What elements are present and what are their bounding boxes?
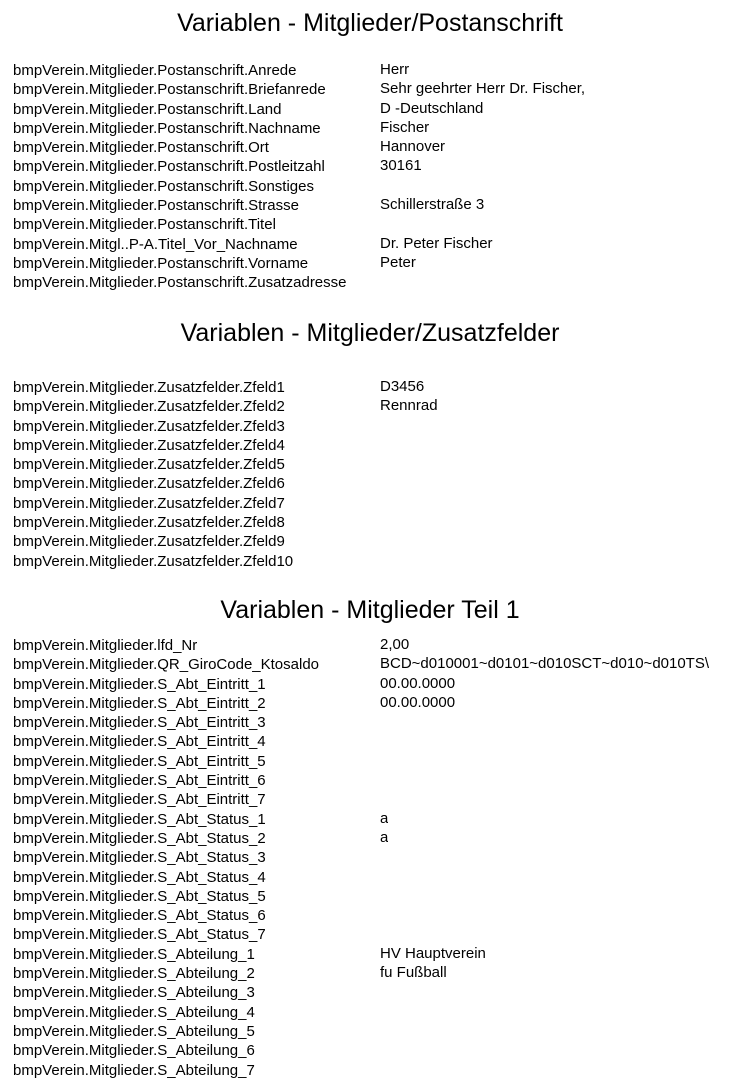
variable-value: Herr [380,61,410,78]
variable-row [13,1041,748,1060]
variable-row [13,713,748,732]
variable-row [13,552,748,571]
variable-row [13,177,748,196]
variable-name: bmpVerein.Mitglieder.Postanschrift.Sonstiges [13,177,314,195]
variable-name: bmpVerein.Mitglieder.Zusatzfelder.Zfeld3 [13,417,285,435]
variable-value: a [380,809,389,827]
variable-row [13,417,748,436]
variable-name: bmpVerein.Mitglieder.Zusatzfelder.Zfeld9 [13,533,285,551]
section-title-zusatzfelder: Variablen - Mitglieder/Zusatzfelder [180,319,560,347]
variable-value: Peter [380,253,416,271]
variable-name: bmpVerein.Mitglieder.S_Abt_Eintritt_1 [13,675,266,693]
variable-name: bmpVerein.Mitglieder.S_Abt_Eintritt_4 [13,733,266,751]
section-title-mitglieder-teil-1: Variablen - Mitglieder Teil 1 [220,596,520,624]
variable-name: bmpVerein.Mitglieder.Postanschrift.Ort [13,139,269,157]
variable-name: bmpVerein.Mitglieder.Postanschrift.Land [13,100,282,118]
variable-name: bmpVerein.Mitglieder.S_Abteilung_5 [13,1022,255,1040]
variable-row [13,100,748,119]
variable-value: BCD~d010001~d0101~d010SCT~d010~d010TS\ [380,655,710,673]
variable-row [13,868,748,887]
variable-row [13,810,748,829]
variable-name: bmpVerein.Mitglieder.Zusatzfelder.Zfeld7 [13,494,285,512]
variable-row [13,983,748,1002]
section-title-postanschrift: Variablen - Mitglieder/Postanschrift [177,9,563,37]
variable-row [13,436,748,455]
variable-name: bmpVerein.Mitglieder.S_Abt_Status_2 [13,829,266,847]
variable-name: bmpVerein.Mitglieder.Postanschrift.Strasse [13,197,299,215]
variable-name: bmpVerein.Mitglieder.Zusatzfelder.Zfeld10 [13,552,294,570]
variable-row [13,513,748,532]
variable-name: bmpVerein.Mitglieder.S_Abteilung_6 [13,1042,255,1060]
variable-name: bmpVerein.Mitglieder.S_Abt_Status_5 [13,887,266,905]
variable-value: a [380,828,389,846]
variable-name: bmpVerein.Mitglieder.Zusatzfelder.Zfeld5 [13,456,285,474]
variable-name: bmpVerein.Mitglieder.Postanschrift.Anrede [13,62,297,79]
variable-row [13,771,748,790]
variable-row [13,61,748,80]
variable-name: bmpVerein.Mitglieder.S_Abt_Eintritt_2 [13,694,266,712]
variable-row [13,119,748,138]
variable-row [13,945,748,964]
variable-row [13,887,748,906]
variable-name: bmpVerein.Mitglieder.Zusatzfelder.Zfeld8 [13,514,285,532]
variable-row [13,532,748,551]
variable-value: Fischer [380,118,430,136]
variable-name: bmpVerein.Mitglieder.S_Abt_Status_1 [13,810,266,828]
variable-name: bmpVerein.Mitglieder.S_Abteilung_3 [13,984,255,1002]
variable-row [13,397,748,416]
variable-row [13,906,748,925]
variable-name: bmpVerein.Mitglieder.Postanschrift.Titel [13,216,276,234]
variable-value: 00.00.0000 [380,693,456,711]
variable-row [13,829,748,848]
variable-row [13,455,748,474]
variable-name: bmpVerein.Mitglieder.S_Abt_Eintritt_6 [13,772,266,790]
variable-row [13,636,748,655]
variable-name: bmpVerein.Mitglieder.S_Abteilung_1 [13,945,255,963]
variable-row [13,1061,748,1080]
variable-row [13,494,748,513]
variable-name: bmpVerein.Mitglieder.lfd_Nr [13,637,198,654]
variable-name: bmpVerein.Mitglieder.Postanschrift.Vorname [13,254,309,272]
variable-row [13,474,748,493]
variable-list-postanschrift [13,61,748,293]
variable-row [13,1003,748,1022]
variable-name: bmpVerein.Mitglieder.S_Abt_Eintritt_5 [13,752,266,770]
variable-row [13,215,748,234]
variable-value: Hannover [380,138,446,156]
variable-name: bmpVerein.Mitglieder.Postanschrift.Nachname [13,119,321,137]
variable-name: bmpVerein.Mitgl..P-A.Titel_Vor_Nachname [13,235,298,253]
variable-name: bmpVerein.Mitglieder.Zusatzfelder.Zfeld2 [13,398,285,416]
variable-value: Rennrad [380,397,438,415]
variable-row [13,273,748,292]
variable-row [13,196,748,215]
variable-row [13,752,748,771]
variable-row [13,655,748,674]
variable-row [13,964,748,983]
variable-row [13,254,748,273]
variable-row [13,848,748,867]
variable-name: bmpVerein.Mitglieder.Zusatzfelder.Zfeld4 [13,436,285,454]
variable-name: bmpVerein.Mitglieder.Zusatzfelder.Zfeld6 [13,475,285,493]
variable-row [13,925,748,944]
variable-value: 2,00 [380,636,410,653]
variable-row [13,790,748,809]
variable-name: bmpVerein.Mitglieder.S_Abt_Status_7 [13,926,266,944]
variable-value: 00.00.0000 [380,674,456,692]
variable-row [13,732,748,751]
variable-row [13,1022,748,1041]
variable-value: Schillerstraße 3 [380,196,485,214]
variable-value: Sehr geehrter Herr Dr. Fischer, [380,80,586,98]
variable-name: bmpVerein.Mitglieder.S_Abt_Eintritt_3 [13,714,266,732]
variable-name: bmpVerein.Mitglieder.Postanschrift.Zusatzadresse [13,274,347,292]
variable-value: Dr. Peter Fischer [380,234,493,252]
variable-name: bmpVerein.Mitglieder.Postanschrift.Briefanrede [13,81,326,99]
variable-name: bmpVerein.Mitglieder.S_Abteilung_7 [13,1061,255,1079]
variable-value: 30161 [380,157,422,175]
variable-row [13,675,748,694]
variable-row [13,235,748,254]
variable-row [13,378,748,397]
variable-row [13,138,748,157]
variable-name: bmpVerein.Mitglieder.S_Abteilung_2 [13,965,255,983]
variable-name: bmpVerein.Mitglieder.S_Abt_Status_4 [13,868,266,886]
variable-name: bmpVerein.Mitglieder.S_Abt_Status_6 [13,907,266,925]
variable-value: D3456 [380,378,425,395]
variable-value: fu Fußball [380,964,447,982]
variable-name: bmpVerein.Mitglieder.Zusatzfelder.Zfeld1 [13,379,285,396]
variable-name: bmpVerein.Mitglieder.S_Abt_Status_3 [13,849,266,867]
variable-name: bmpVerein.Mitglieder.S_Abt_Eintritt_7 [13,791,266,809]
variable-name: bmpVerein.Mitglieder.QR_GiroCode_Ktosaldo [13,656,319,674]
variable-value: HV Hauptverein [380,944,486,962]
variable-name: bmpVerein.Mitglieder.S_Abteilung_4 [13,1003,255,1021]
variable-list-mitglieder-teil-1 [13,636,748,1080]
variable-row [13,80,748,99]
variable-row [13,157,748,176]
variable-row [13,694,748,713]
variable-list-zusatzfelder [13,378,748,571]
variable-value: D -Deutschland [380,99,484,117]
variable-name: bmpVerein.Mitglieder.Postanschrift.Postleitzahl [13,158,325,176]
